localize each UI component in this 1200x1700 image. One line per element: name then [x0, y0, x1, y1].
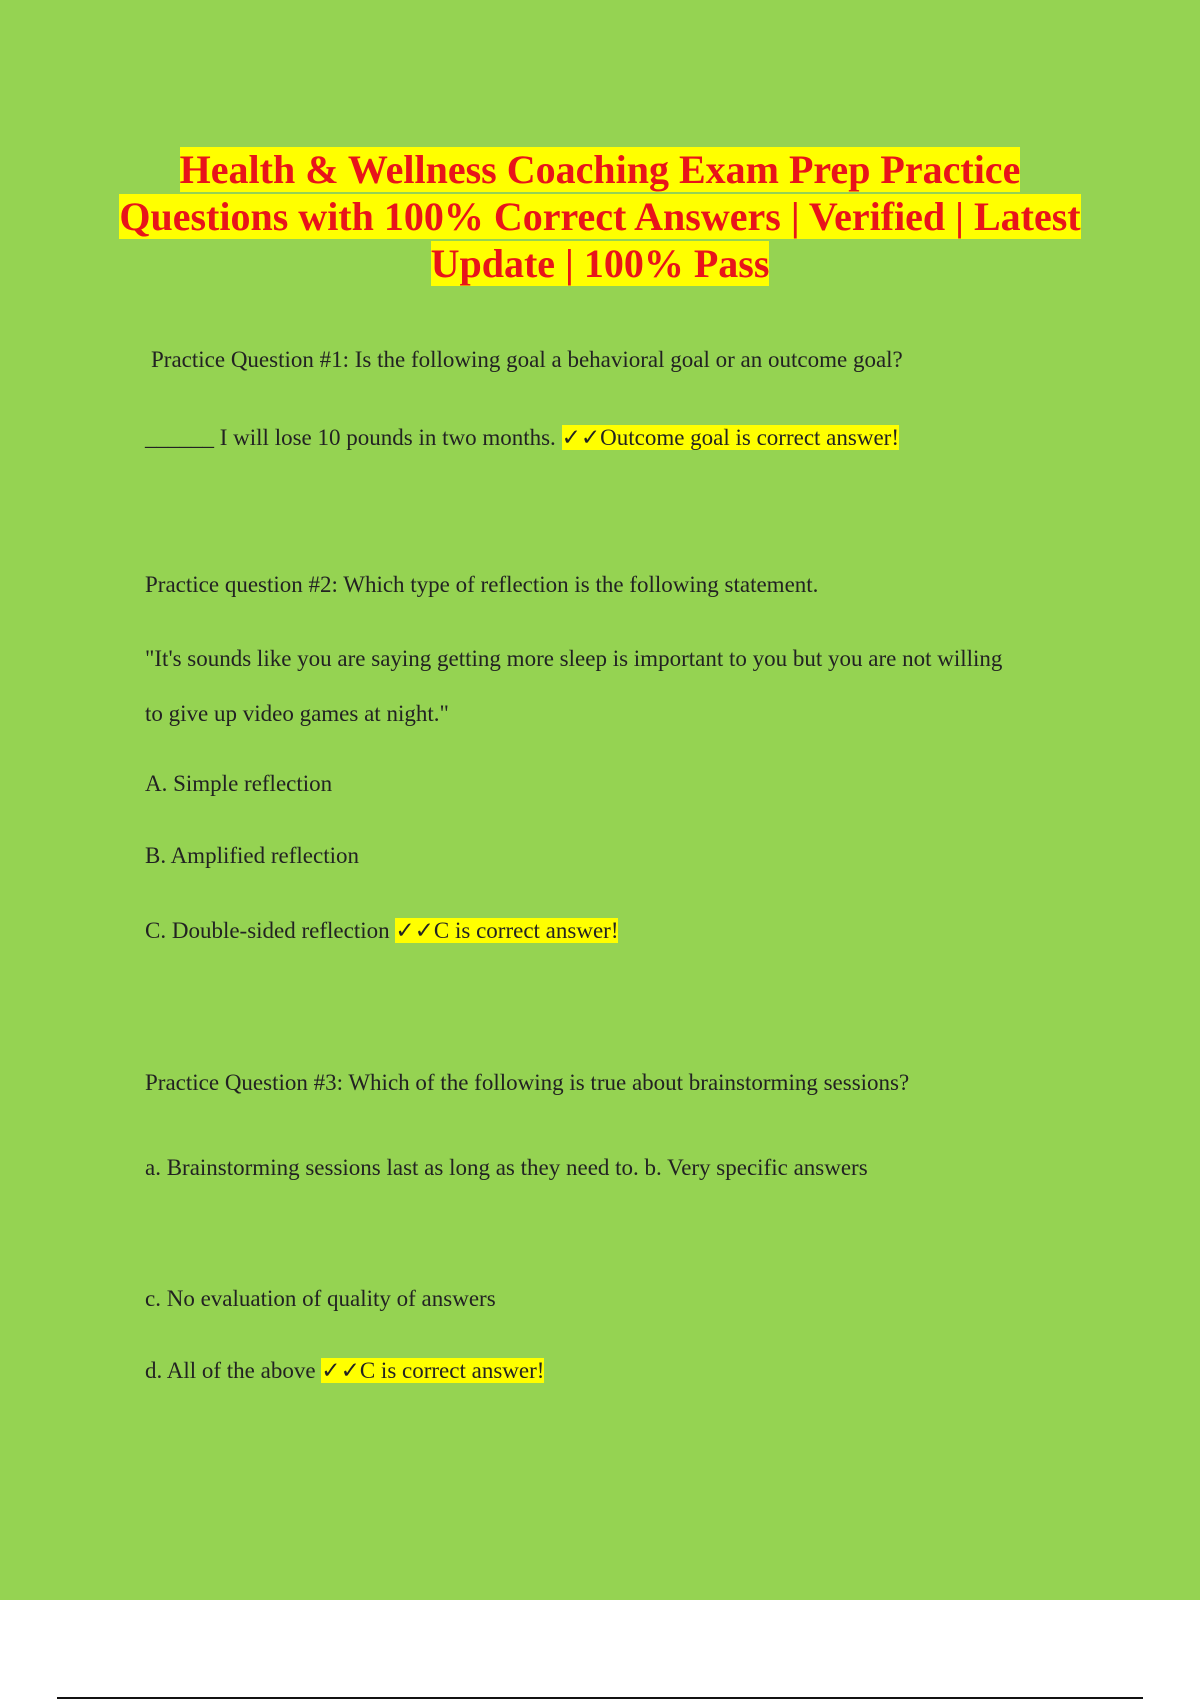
document-title: [100, 146, 1100, 287]
q3-option-d: d. All of the above: [145, 1358, 316, 1383]
q3-option-d-line: [145, 1358, 544, 1384]
q3-question: Practice Question #3: Which of the following is true about brainstorming sessions?: [145, 1070, 910, 1095]
q2-option-c: C. Double-sided reflection: [145, 918, 390, 943]
q2-option-c-line: [145, 918, 618, 944]
q1-answer: ✓✓Outcome goal is correct answer!: [561, 425, 899, 450]
title-text: Health & Wellness Coaching Exam Prep Practice Questions with 100% Correct Answers | Verified | Latest Update | 100% Pass: [119, 147, 1081, 286]
q2-answer: ✓✓C is correct answer!: [395, 918, 619, 943]
q3-answer: ✓✓C is correct answer!: [321, 1358, 545, 1383]
q3-option-ab: a. Brainstorming sessions last as long as they need to. b. Very specific answers: [145, 1155, 868, 1180]
footer-divider: [57, 1697, 1143, 1699]
q1-question: Practice Question #1: Is the following goal a behavioral goal or an outcome goal?: [151, 347, 903, 372]
q2-quote-line1: "It's sounds like you are saying getting more sleep is important to you but you are not willing: [145, 646, 1003, 671]
q3-option-c: c. No evaluation of quality of answers: [145, 1286, 496, 1311]
q2-quote-line2: to give up video games at night.": [145, 701, 449, 726]
q2-option-a: A. Simple reflection: [145, 771, 333, 796]
q2-option-b: B. Amplified reflection: [145, 843, 359, 868]
q1-statement-line: [145, 425, 899, 451]
q1-statement: ______ I will lose 10 pounds in two months.: [145, 425, 556, 450]
q2-question: Practice question #2: Which type of reflection is the following statement.: [145, 572, 819, 597]
